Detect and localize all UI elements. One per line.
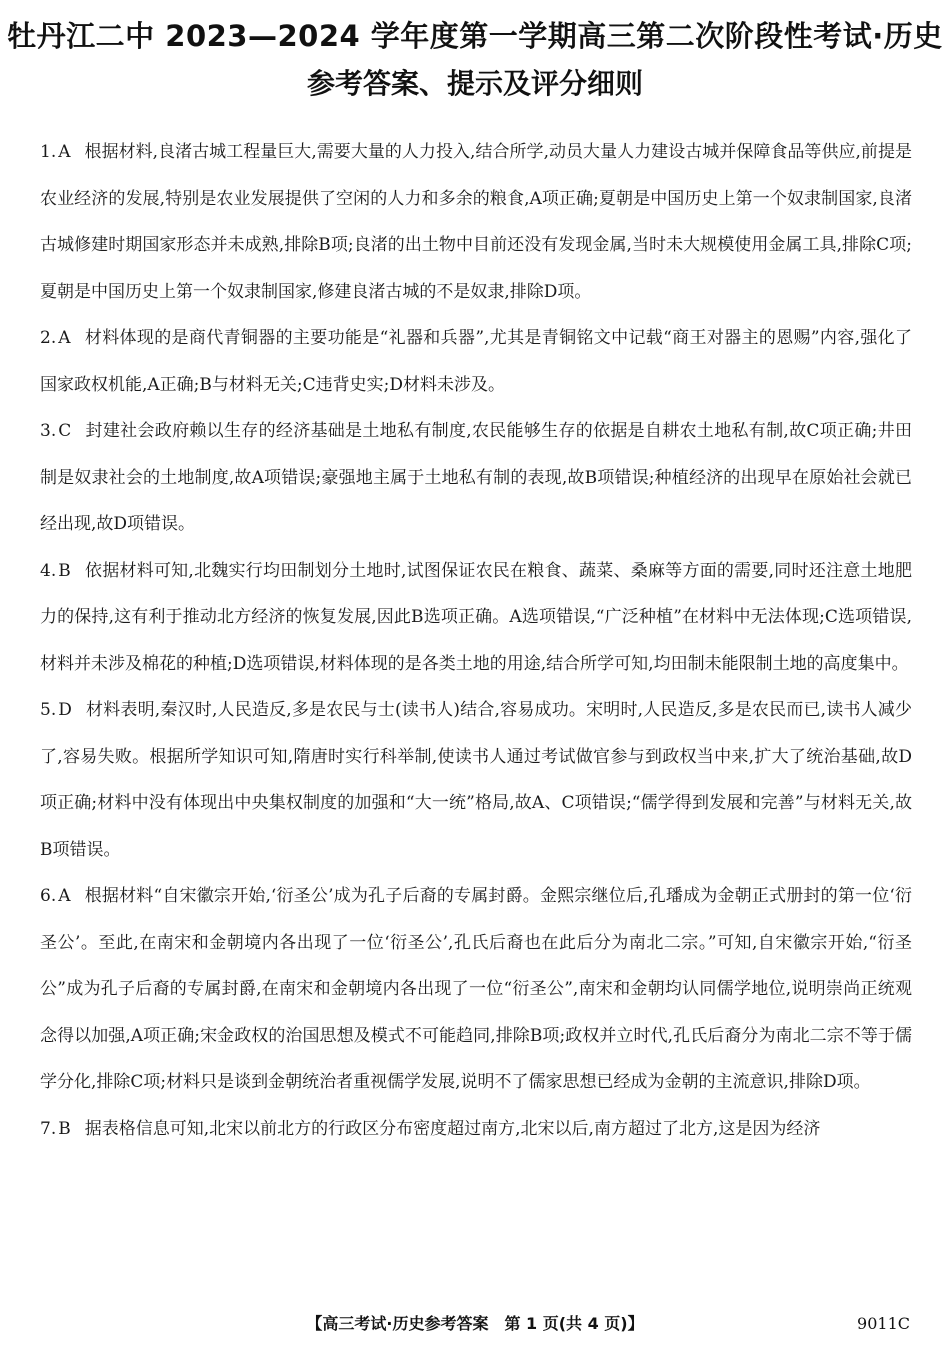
answer-explanation: 材料表明,秦汉时,人民造反,多是农民与士(读书人)结合,容易成功。宋明时,人民造反,多是农民而已,读书人减少了,容易失败。根据所学知识可知,隋唐时实行科举制,使读书人通过考试做官参与到政权当中来,扩大了统治基础,故D项正确;材料中没有体现出中央集权制度的加强和“大一统”格局,故A、C项错误;“儒学得到发展和完善”与材料无关,故B项错误。 [40,700,912,860]
answer-explanation: 依据材料可知,北魏实行均田制划分土地时,试图保证农民在粮食、蔬菜、桑麻等方面的需要,同时还注意土地肥力的保持,这有利于推动北方经济的恢复发展,因此B选项正确。A选项错误,“广泛种植”在材料中无法体现;C选项错误,材料并未涉及棉花的种植;D选项错误,材料体现的是各类土地的用途,结合所学可知,均田制未能限制土地的高度集中。 [40,560,912,674]
footer-page-info: 【高三考试·历史参考答案 第 1 页(共 4 页)】 [306,1314,644,1333]
footer-doc-code: 9011C [857,1314,910,1333]
answer-number: 6. [40,886,57,906]
answer-key: C [58,421,72,441]
answer-item-2 [40,315,912,408]
answer-number: 5. [40,700,57,720]
answer-explanation: 根据材料“自宋徽宗开始,‘衍圣公’成为孔子后裔的专属封爵。金熙宗继位后,孔璠成为金朝正式册封的第一位‘衍圣公’。至此,在南宋和金朝境内各出现了一位‘衍圣公’,孔氏后裔也在此后分为南北二宗。”可知,自宋徽宗开始,“衍圣公”成为孔子后裔的专属封爵,在南宋和金朝境内各出现了一位“衍圣公”,南宋和金朝均认同儒学地位,说明崇尚正统观念得以加强,A项正确;宋金政权的治国思想及模式不可能趋同,排除B项;政权并立时代,孔氏后裔分为南北二宗不等于儒学分化,排除C项;材料只是谈到金朝统治者重视儒学发展,说明不了儒家思想已经成为金朝的主流意识,排除D项。 [40,886,912,1092]
answer-item-1 [40,129,912,315]
answer-item-4 [40,548,912,688]
answer-key: B [58,560,71,581]
answer-number: 2. [40,328,57,348]
answer-key: A [58,142,71,162]
answer-key: A [58,328,71,348]
answer-item-3 [40,408,912,548]
answer-key: B [58,1118,71,1139]
answer-explanation: 据表格信息可知,北宋以前北方的行政区分布密度超过南方,北宋以后,南方超过了北方,这是因为经济 [84,1118,821,1139]
answer-item-5 [40,687,912,873]
answer-number: 3. [40,421,57,441]
answer-item-7 [40,1106,912,1153]
page-title: 牡丹江二中 2023—2024 学年度第一学期高三第二次阶段性考试·历史 [7,19,943,53]
page-subtitle: 参考答案、提示及评分细则 [306,67,643,100]
answer-number: 7. [40,1118,57,1139]
answer-number: 4. [40,560,57,581]
answer-key: D [58,700,72,720]
answer-key: A [58,886,71,906]
answer-item-6 [40,873,912,1106]
answer-list [40,129,912,1152]
page-footer [0,1310,950,1340]
answer-explanation: 封建社会政府赖以生存的经济基础是土地私有制度,农民能够生存的依据是自耕农土地私有制,故C项正确;井田制是奴隶社会的土地制度,故A项错误;豪强地主属于土地私有制的表现,故B项错误;种植经济的出现早在原始社会就已经出现,故D项错误。 [40,421,912,534]
answer-explanation: 根据材料,良渚古城工程量巨大,需要大量的人力投入,结合所学,动员大量人力建设古城并保障食品等供应,前提是农业经济的发展,特别是农业发展提供了空闲的人力和多余的粮食,A项正确;夏朝是中国历史上第一个奴隶制国家,良渚古城修建时期国家形态并未成熟,排除B项;良渚的出土物中目前还没有发现金属,当时未大规模使用金属工具,排除C项;夏朝是中国历史上第一个奴隶制国家,修建良渚古城的不是奴隶,排除D项。 [40,142,912,302]
answer-explanation: 材料体现的是商代青铜器的主要功能是“礼器和兵器”,尤其是青铜铭文中记载“商王对器主的恩赐”内容,强化了国家政权机能,A正确;B与材料无关;C违背史实;D材料未涉及。 [40,328,912,395]
answer-number: 1. [40,142,57,162]
